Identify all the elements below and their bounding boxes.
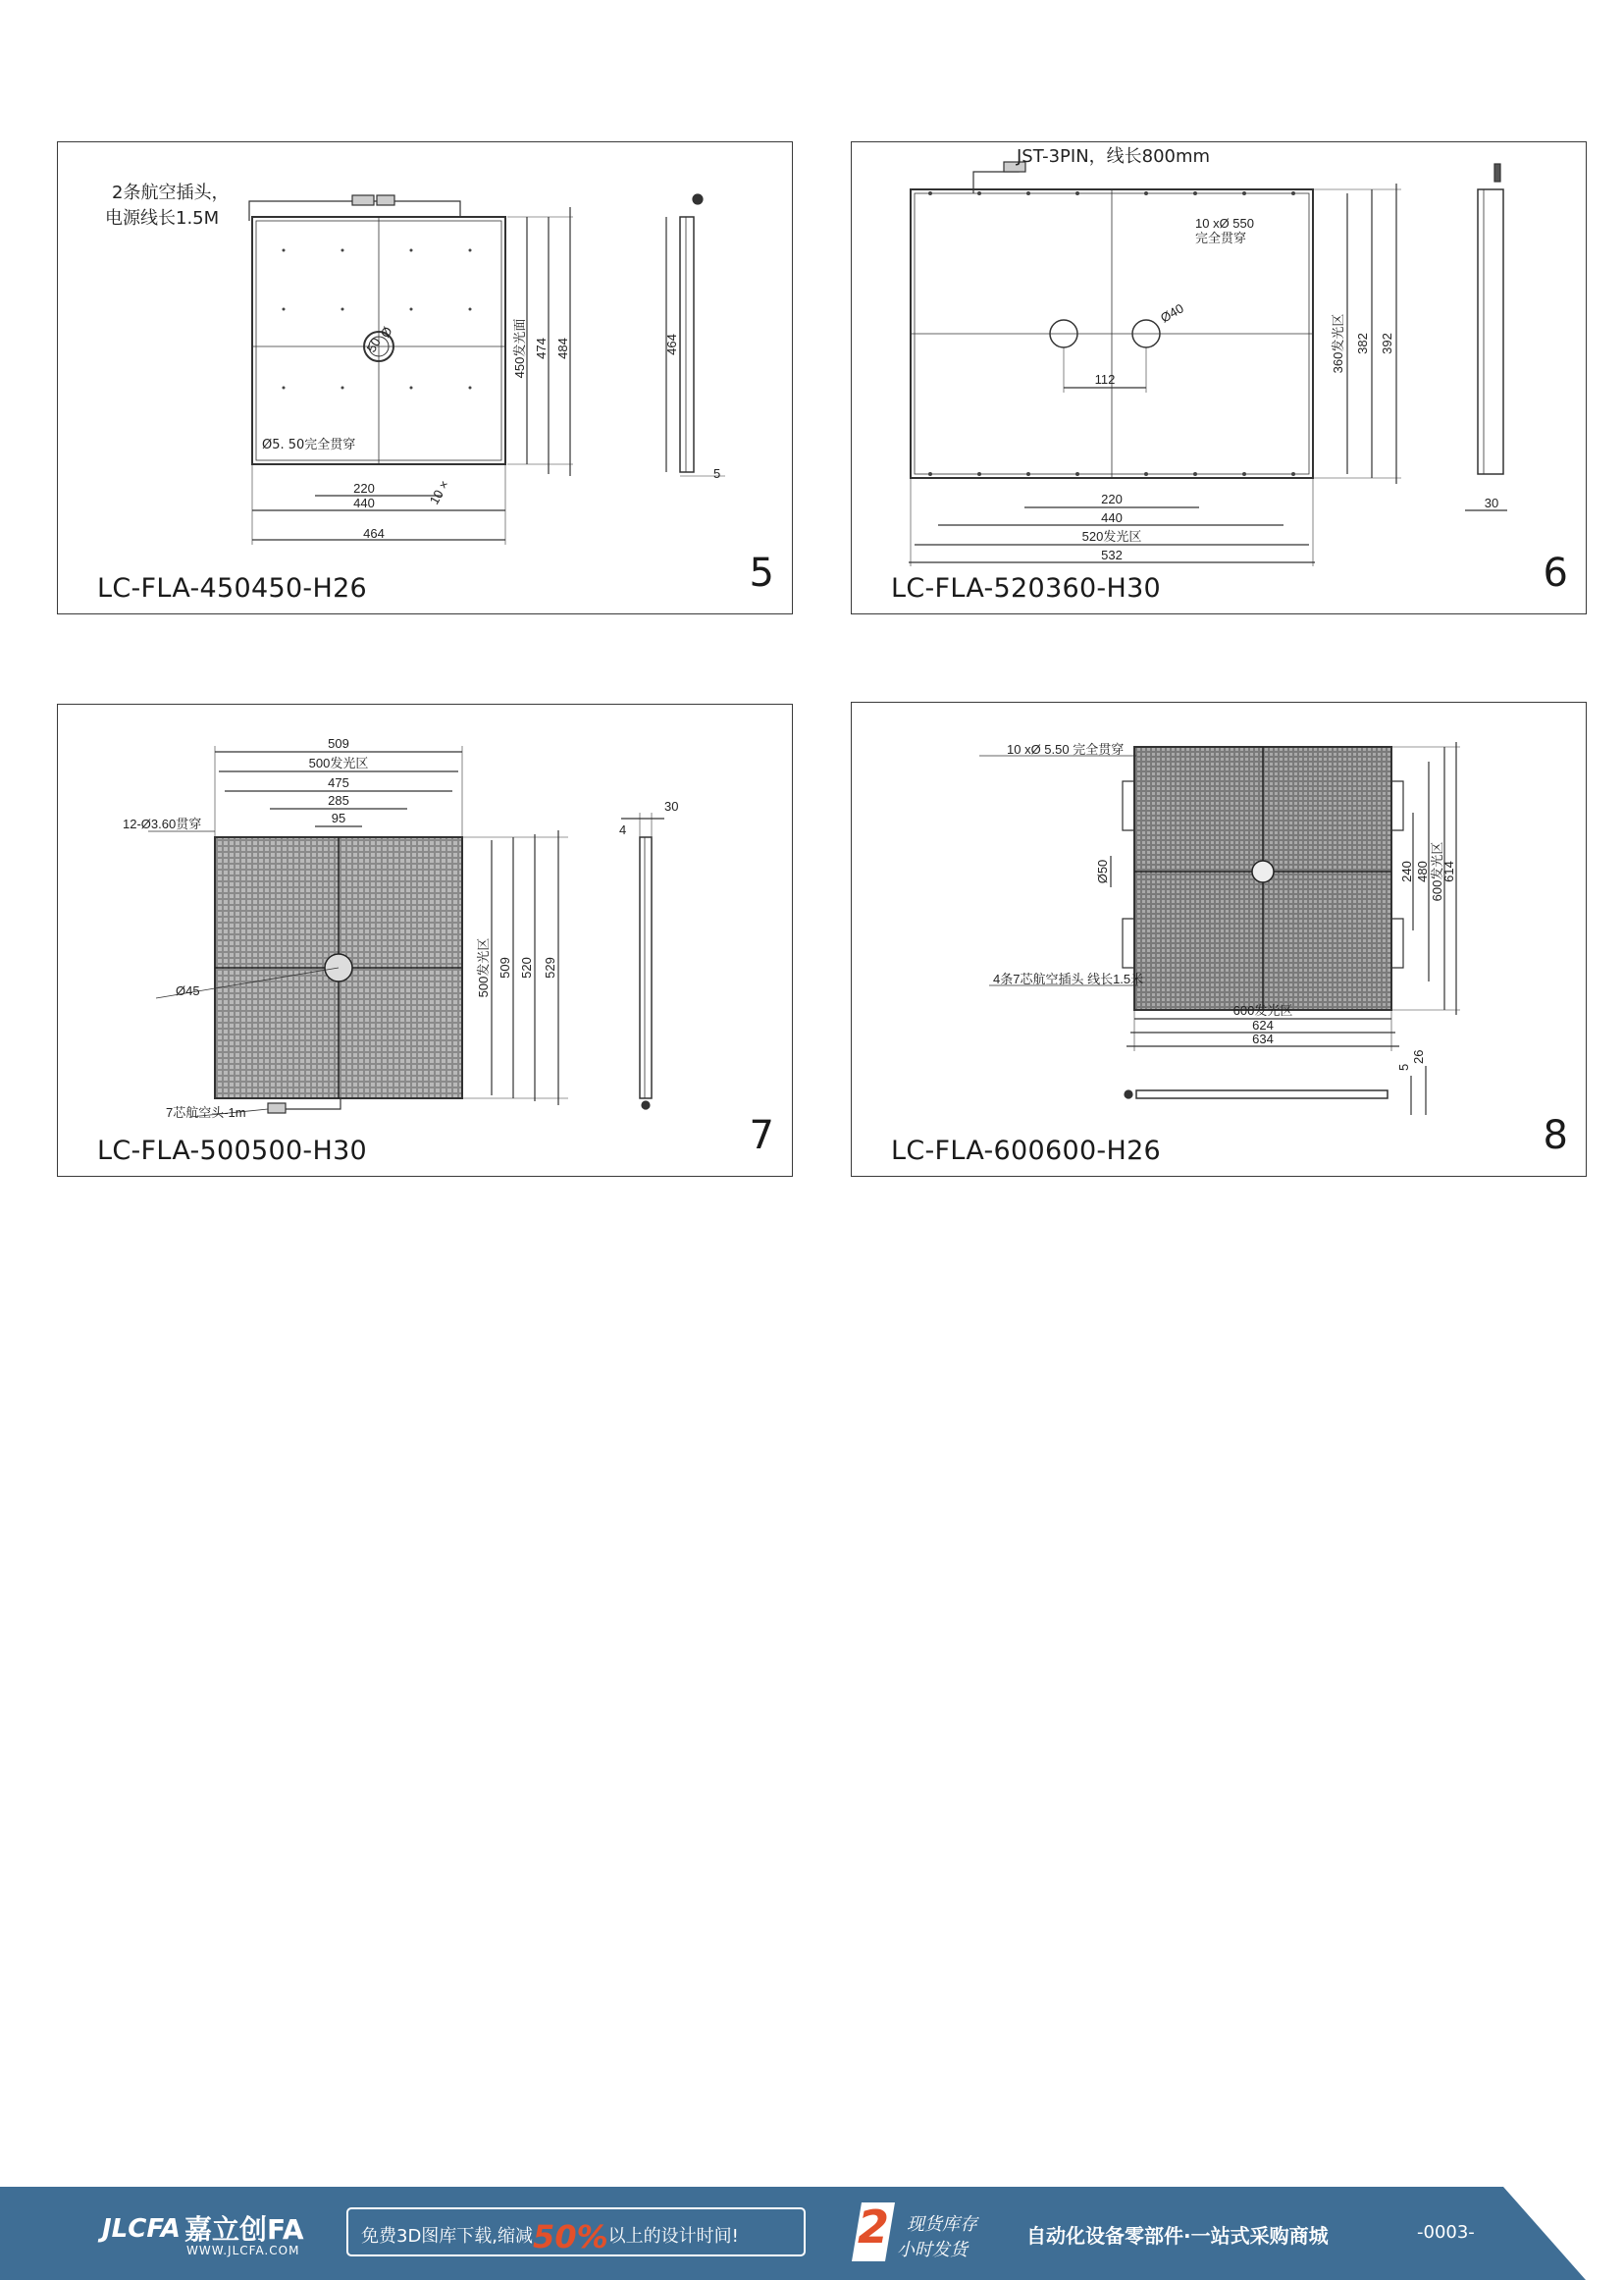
dim-7-4: 4 — [619, 822, 627, 837]
note-7-3: 7芯航空头-1m — [166, 1105, 246, 1120]
dim-5-464-side: 464 — [664, 334, 679, 355]
dim-7-520: 520 — [519, 957, 534, 979]
brand-url: WWW.JLCFA.COM — [186, 2244, 300, 2257]
note-5-6: 10 × — [426, 477, 452, 507]
drawing-8 — [852, 703, 1588, 1178]
panel-number-6: 6 — [1543, 551, 1568, 596]
note-6-3: 完全贯穿 — [1195, 231, 1247, 245]
dim-7-509v: 509 — [498, 957, 512, 979]
dim-5-220: 220 — [353, 481, 375, 496]
dim-7-500v: 500发光区 — [476, 937, 491, 998]
note-7-1: 12-Ø3.60贯穿 — [123, 817, 202, 831]
drawing-panel-5 — [57, 141, 793, 614]
drawing-5 — [58, 142, 794, 615]
promo-suffix: 以上的设计时间! — [607, 2226, 739, 2247]
promo-percent: 50% — [533, 2218, 608, 2255]
dim-6-520: 520发光区 — [1081, 529, 1142, 544]
note-6-1: JST-3PIN，线长800mm — [1017, 146, 1211, 167]
dim-5-440: 440 — [353, 496, 375, 510]
promo-prefix: 免费3D图库下载,缩减 — [361, 2226, 534, 2247]
note-8-1: 10 xØ 5.50 完全贯穿 — [1007, 742, 1125, 757]
dim-7-30: 30 — [664, 799, 679, 814]
dim-7-529: 529 — [543, 957, 557, 979]
dim-8-634: 634 — [1252, 1032, 1274, 1046]
dim-8-480: 480 — [1415, 861, 1430, 882]
note-7-2: Ø45 — [176, 983, 200, 998]
dim-7-509: 509 — [328, 736, 349, 751]
dim-8-240: 240 — [1399, 861, 1414, 882]
model-label-5: LC-FLA-450450-H26 — [97, 573, 368, 604]
dim-7-500: 500发光区 — [308, 756, 369, 770]
slogan: 自动化设备零部件·一站式采购商城 — [1026, 2224, 1329, 2248]
note-8-3: 4条7芯航空插头 线长1.5米 — [993, 972, 1144, 986]
panel-number-8: 8 — [1543, 1113, 1568, 1158]
drawing-panel-6 — [851, 141, 1587, 614]
dim-5-450: 450发光面 — [512, 318, 527, 379]
footer-bar — [0, 2187, 1624, 2280]
dim-6-382: 382 — [1355, 333, 1370, 354]
dim-6-220: 220 — [1101, 492, 1123, 506]
dim-6-112: 112 — [1094, 372, 1116, 387]
ship-number: 2 — [858, 2200, 890, 2253]
brand-name: 嘉立创FA — [184, 2213, 304, 2246]
ship-line-2: 小时发货 — [897, 2240, 968, 2260]
dim-8-600: 600发光区 — [1232, 1003, 1293, 1018]
dim-6-440: 440 — [1101, 510, 1123, 525]
dim-7-475: 475 — [328, 775, 349, 790]
dim-6-30: 30 — [1484, 496, 1499, 510]
drawing-7 — [58, 705, 794, 1178]
drawing-panel-7 — [57, 704, 793, 1177]
note-6-4: Ø40 — [1158, 300, 1186, 326]
page-number: -0003- — [1417, 2222, 1475, 2243]
note-6-2: 10 xØ 550 — [1195, 216, 1254, 231]
dim-7-95: 95 — [331, 811, 346, 825]
drawing-panel-8 — [851, 702, 1587, 1177]
dim-8-614: 614 — [1441, 861, 1456, 882]
dim-8-624: 624 — [1252, 1018, 1274, 1033]
note-5-4: Ø — [377, 324, 395, 341]
dim-8-26: 26 — [1411, 1049, 1426, 1064]
dim-5-5: 5 — [713, 466, 721, 481]
note-5-3: Ø5. 50完全贯穿 — [262, 438, 356, 452]
drawing-6 — [852, 142, 1588, 615]
promo-text — [361, 2218, 739, 2255]
dim-6-360: 360发光区 — [1331, 313, 1345, 374]
panel-number-7: 7 — [749, 1113, 774, 1158]
dim-6-392: 392 — [1380, 333, 1394, 354]
note-8-2: Ø50 — [1095, 859, 1110, 884]
note-5-1: 2条航空插头， — [112, 183, 230, 203]
model-label-8: LC-FLA-600600-H26 — [891, 1136, 1162, 1166]
dim-5-484: 484 — [555, 338, 570, 359]
dim-7-285: 285 — [328, 793, 349, 808]
dim-5-464: 464 — [363, 526, 385, 541]
panel-number-5: 5 — [749, 551, 774, 596]
logo: JLCFA — [102, 2214, 181, 2244]
dim-8-5: 5 — [1396, 1063, 1411, 1071]
model-label-6: LC-FLA-520360-H30 — [891, 573, 1162, 604]
dim-6-532: 532 — [1101, 548, 1123, 562]
ship-line-1: 现货库存 — [907, 2214, 977, 2235]
dim-5-474: 474 — [534, 338, 549, 359]
model-label-7: LC-FLA-500500-H30 — [97, 1136, 368, 1166]
note-5-2: 电源线长1.5M — [105, 208, 220, 229]
note-5-5: 50 — [363, 335, 384, 355]
dim-8-600v: 600发光区 — [1430, 841, 1444, 902]
